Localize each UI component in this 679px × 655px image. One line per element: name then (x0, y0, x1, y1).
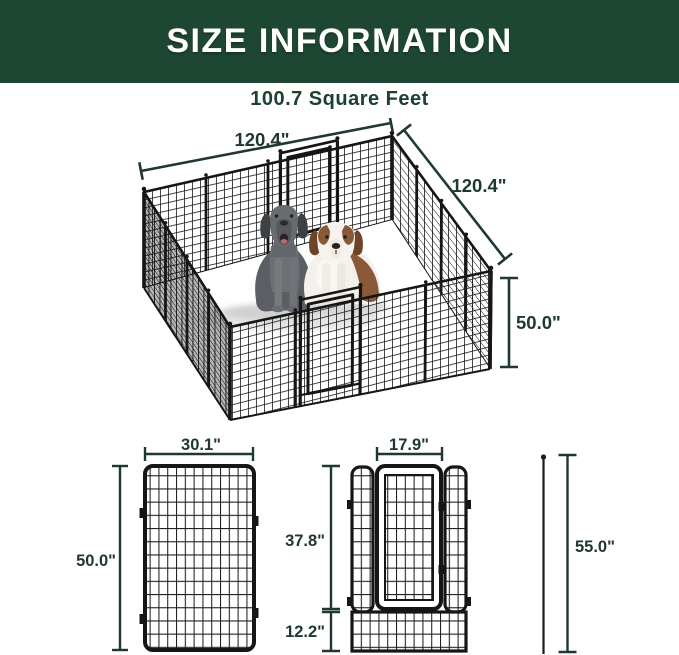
pen-width-label: 120.4" (234, 129, 290, 150)
stake-height-dimension (559, 455, 577, 652)
pen-size-diagram (0, 118, 679, 655)
panel-width-label: 30.1" (181, 436, 221, 454)
page-title: SIZE INFORMATION (166, 22, 513, 60)
gate-door-width-label: 17.9" (389, 436, 429, 454)
stake-height-label: 55.0" (575, 538, 615, 556)
gate-bottom-height-label: 12.2" (285, 623, 325, 641)
panel-height-label: 50.0" (76, 552, 116, 570)
pen-depth-label: 120.4" (451, 175, 507, 196)
total-area-label: 100.7 Square Feet (250, 88, 429, 110)
panel-diagram (140, 466, 259, 650)
gate-door-height-label: 37.8" (285, 532, 325, 550)
ground-stake-diagram (541, 454, 546, 654)
gate-panel-diagram (347, 466, 471, 651)
header-banner (0, 0, 679, 83)
pen-height-label: 50.0" (516, 312, 561, 333)
